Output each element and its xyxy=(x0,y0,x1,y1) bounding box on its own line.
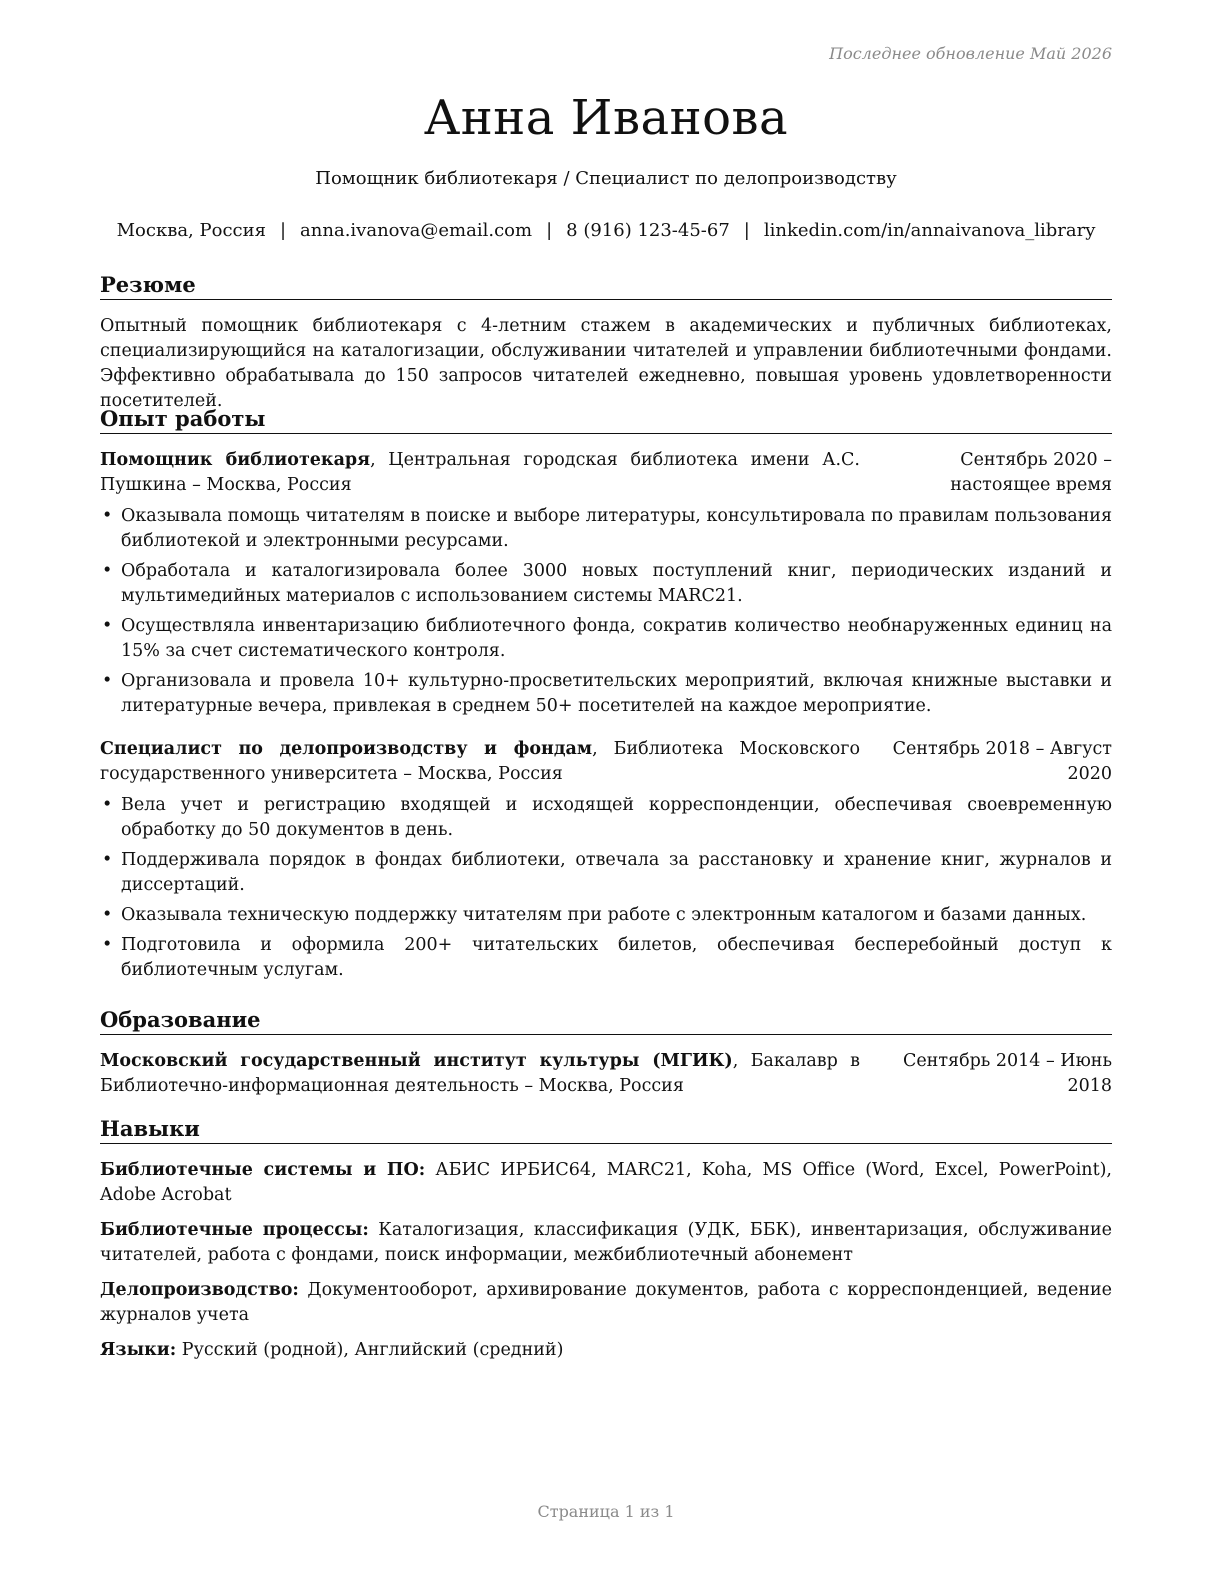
experience-section xyxy=(100,406,1112,988)
skill-item xyxy=(100,1278,1112,1328)
skills-heading: Навыки xyxy=(100,1116,1112,1144)
experience-heading: Опыт работы xyxy=(100,406,1112,434)
job-title: Специалист по делопроизводству и фондам xyxy=(100,739,593,759)
summary-section xyxy=(100,272,1112,414)
skill-value: АБИС ИРБИС64, MARC21, Koha, MS Office (Word, Excel, PowerPoint), Adobe Acrobat xyxy=(100,1160,1112,1205)
education-school-details xyxy=(100,1049,860,1099)
education-school: Московский государственный институт культуры (МГИК) xyxy=(100,1051,733,1071)
contact-email[interactable]: anna.ivanova@email.com xyxy=(300,220,533,241)
job-bullet: • Осуществляла инвентаризацию библиотечного фонда, сократив количество необнаруженных единиц на 15% за счет систематического контроля. xyxy=(100,614,1112,664)
job-bullet: • Обработала и каталогизировала более 3000 новых поступлений книг, периодических изданий и мультимедийных материалов с использованием системы MARC21. xyxy=(100,559,1112,609)
contact-phone[interactable]: 8 (916) 123-45-67 xyxy=(566,220,730,241)
candidate-headline: Помощник библиотекаря / Специалист по делопроизводству xyxy=(315,168,897,189)
skill-value: Русский (родной), Английский (средний) xyxy=(176,1340,564,1360)
candidate-name: Анна Иванова xyxy=(423,90,789,146)
job-org: , Библиотека Московского государственного университета – Москва, Россия xyxy=(100,739,860,784)
skill-label: Делопроизводство: xyxy=(100,1280,299,1300)
job-bullets xyxy=(100,504,1112,719)
summary-heading: Резюме xyxy=(100,272,1112,300)
resume-page xyxy=(100,0,1112,1584)
skill-item xyxy=(100,1218,1112,1268)
education-dates: Сентябрь 2014 – Июнь 2018 xyxy=(902,1051,1112,1096)
education-entry xyxy=(100,1049,1112,1099)
last-updated: Последнее обновление Май 2026 xyxy=(829,44,1112,63)
job-entry xyxy=(100,737,1112,983)
contact-separator: | xyxy=(279,220,287,241)
skill-label: Библиотечные системы и ПО: xyxy=(100,1160,426,1180)
job-bullet: • Оказывала помощь читателям в поиске и выборе литературы, консультировала по правилам пользования библиотекой и электронными ресурсами. xyxy=(100,504,1112,554)
skill-item xyxy=(100,1158,1112,1208)
job-header xyxy=(100,737,1112,787)
job-bullet: • Подготовила и оформила 200+ читательских билетов, обеспечивая бесперебойный доступ к библиотечным услугам. xyxy=(100,933,1112,983)
skill-item xyxy=(100,1338,1112,1363)
skill-label: Языки: xyxy=(100,1340,177,1360)
page-number: Страница 1 из 1 xyxy=(537,1502,675,1521)
job-entry xyxy=(100,448,1112,719)
job-bullet: • Вела учет и регистрацию входящей и исходящей корреспонденции, обеспечивая своевременную обработку до 50 документов в день. xyxy=(100,793,1112,843)
skill-label: Библиотечные процессы: xyxy=(100,1220,369,1240)
education-heading: Образование xyxy=(100,1007,1112,1035)
job-header xyxy=(100,448,1112,498)
job-title-org xyxy=(100,737,860,787)
contact-line xyxy=(100,220,1112,241)
job-dates: Сентябрь 2020 – настоящее время xyxy=(950,450,1112,495)
contact-separator: | xyxy=(546,220,553,241)
contact-location: Москва, Россия xyxy=(116,220,266,241)
skill-value: Документооборот, архивирование документов, работа с корреспонденцией, ведение журналов учета xyxy=(100,1280,1112,1325)
skills-section xyxy=(100,1116,1112,1373)
job-title: Помощник библиотекаря xyxy=(100,450,371,470)
contact-linkedin[interactable]: linkedin.com/in/annaivanova_library xyxy=(763,220,1096,241)
job-title-org xyxy=(100,448,860,498)
job-bullets xyxy=(100,793,1112,983)
job-bullet: • Поддерживала порядок в фондах библиотеки, отвечала за расстановку и хранение книг, журналов и диссертаций. xyxy=(100,848,1112,898)
summary-text: Опытный помощник библиотекаря с 4-летним стажем в академических и публичных библиотеках, специализирующийся на каталогизации, обслуживании читателей и управлении библиотечными фондами. Эффективно обрабатывала до 150 запросов читателей ежедневно, повышая уровень удовлетворенности посетителей. xyxy=(100,316,1112,411)
education-header xyxy=(100,1049,1112,1099)
skill-value: Каталогизация, классификация (УДК, ББК), инвентаризация, обслуживание читателей, работа с фондами, поиск информации, межбиблиотечный абонемент xyxy=(100,1220,1112,1265)
job-org: , Центральная городская библиотека имени А.С. Пушкина – Москва, Россия xyxy=(100,450,860,495)
education-section xyxy=(100,1007,1112,1099)
job-bullet: • Оказывала техническую поддержку читателям при работе с электронным каталогом и базами данных. xyxy=(100,903,1112,928)
contact-separator: | xyxy=(743,220,750,241)
job-dates: Сентябрь 2018 – Август 2020 xyxy=(892,739,1112,784)
skills-list xyxy=(100,1158,1112,1363)
education-details: , Бакалавр в Библиотечно-информационная деятельность – Москва, Россия xyxy=(100,1051,860,1096)
job-bullet: • Организовала и провела 10+ культурно-просветительских мероприятий, включая книжные выставки и литературные вечера, привлекая в среднем 50+ посетителей на каждое мероприятие. xyxy=(100,669,1112,719)
